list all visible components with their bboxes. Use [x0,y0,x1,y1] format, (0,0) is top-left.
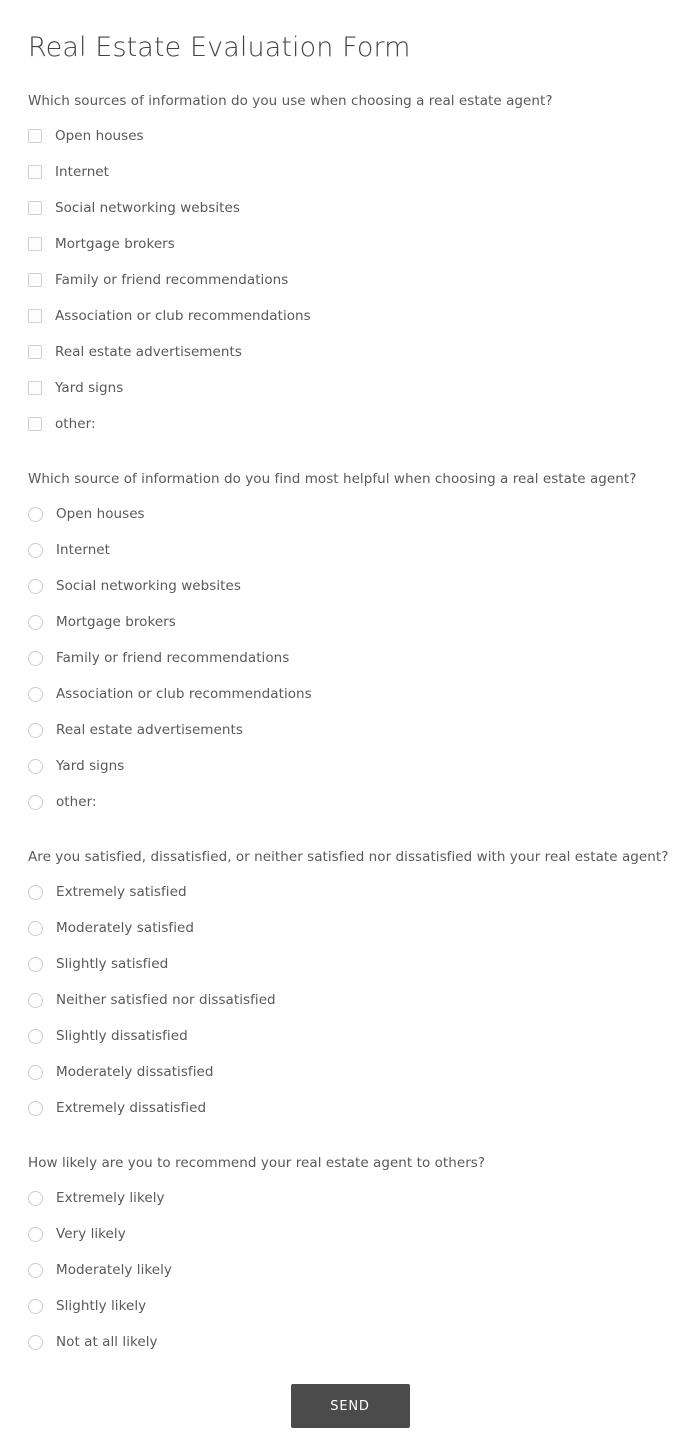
radio-icon[interactable] [28,993,43,1008]
radio-icon[interactable] [28,1263,43,1278]
checkbox-icon[interactable] [28,381,42,395]
option-row[interactable] [28,532,672,568]
question-text-sources-used: Which sources of information do you use when choosing a real estate agent? [28,93,553,109]
radio-icon[interactable] [28,885,43,900]
radio-icon[interactable] [28,1101,43,1116]
option-label: Slightly likely [56,1298,147,1314]
question-group-recommend-likelihood [28,1154,672,1360]
option-label: Not at all likely [56,1334,158,1350]
option-row[interactable] [28,118,672,154]
radio-icon[interactable] [28,615,43,630]
question-text-most-helpful-source: Which source of information do you find most helpful when choosing a real estate agent? [28,471,637,487]
option-row[interactable] [28,982,672,1018]
radio-icon[interactable] [28,651,43,666]
radio-icon[interactable] [28,921,43,936]
radio-icon[interactable] [28,1065,43,1080]
option-label: Moderately likely [56,1262,172,1278]
option-row[interactable] [28,190,672,226]
option-label: other: [56,794,97,810]
option-row[interactable] [28,1216,672,1252]
checkbox-icon[interactable] [28,309,42,323]
option-row[interactable] [28,334,672,370]
option-label: Slightly satisfied [56,956,169,972]
option-label: other: [55,416,96,432]
checkbox-icon[interactable] [28,345,42,359]
radio-icon[interactable] [28,1299,43,1314]
checkbox-icon[interactable] [28,417,42,431]
radio-icon[interactable] [28,957,43,972]
option-row[interactable] [28,370,672,406]
option-label: Family or friend recommendations [55,272,289,288]
radio-icon[interactable] [28,687,43,702]
option-row[interactable] [28,946,672,982]
question-group-most-helpful-source [28,470,672,820]
option-list-sources-used [28,118,672,442]
option-row[interactable] [28,874,672,910]
checkbox-icon[interactable] [28,201,42,215]
checkbox-icon[interactable] [28,237,42,251]
option-label: Association or club recommendations [55,308,311,324]
option-row[interactable] [28,1288,672,1324]
radio-icon[interactable] [28,1335,43,1350]
option-label: Moderately satisfied [56,920,194,936]
option-label: Social networking websites [56,578,241,594]
checkbox-icon[interactable] [28,165,42,179]
option-row[interactable] [28,1090,672,1126]
radio-icon[interactable] [28,1029,43,1044]
question-group-satisfaction [28,848,672,1126]
option-label: Internet [55,164,110,180]
option-row[interactable] [28,910,672,946]
option-row[interactable] [28,1252,672,1288]
option-label: Neither satisfied nor dissatisfied [56,992,276,1008]
option-label: Open houses [55,128,144,144]
option-label: Yard signs [55,380,124,396]
submit-row [28,1384,672,1428]
option-row[interactable] [28,262,672,298]
option-row[interactable] [28,154,672,190]
radio-icon[interactable] [28,543,43,558]
option-label: Social networking websites [55,200,240,216]
option-row[interactable] [28,784,672,820]
option-label: Real estate advertisements [56,722,243,738]
option-label: Extremely dissatisfied [56,1100,207,1116]
option-label: Real estate advertisements [55,344,242,360]
option-row[interactable] [28,406,672,442]
option-row[interactable] [28,226,672,262]
radio-icon[interactable] [28,759,43,774]
option-label: Extremely likely [56,1190,165,1206]
option-row[interactable] [28,1054,672,1090]
option-label: Internet [56,542,111,558]
option-row[interactable] [28,640,672,676]
option-row[interactable] [28,1018,672,1054]
option-label: Open houses [56,506,145,522]
option-row[interactable] [28,568,672,604]
checkbox-icon[interactable] [28,273,42,287]
radio-icon[interactable] [28,1227,43,1242]
option-label: Mortgage brokers [56,614,176,630]
option-label: Slightly dissatisfied [56,1028,188,1044]
option-row[interactable] [28,496,672,532]
option-label: Family or friend recommendations [56,650,290,666]
option-row[interactable] [28,676,672,712]
radio-icon[interactable] [28,507,43,522]
radio-icon[interactable] [28,795,43,810]
question-text-satisfaction: Are you satisfied, dissatisfied, or neither satisfied nor dissatisfied with your real estate agent? [28,849,669,865]
option-label: Very likely [56,1226,126,1242]
option-row[interactable] [28,1180,672,1216]
option-label: Yard signs [56,758,125,774]
question-group-sources-used [28,92,672,442]
option-row[interactable] [28,1324,672,1360]
option-label: Mortgage brokers [55,236,175,252]
send-button[interactable]: SEND [291,1384,410,1428]
checkbox-icon[interactable] [28,129,42,143]
option-list-most-helpful-source [28,496,672,820]
option-row[interactable] [28,604,672,640]
option-list-satisfaction [28,874,672,1126]
radio-icon[interactable] [28,723,43,738]
option-list-recommend-likelihood [28,1180,672,1360]
option-label: Moderately dissatisfied [56,1064,214,1080]
option-row[interactable] [28,712,672,748]
option-label: Association or club recommendations [56,686,312,702]
option-label: Extremely satisfied [56,884,187,900]
radio-icon[interactable] [28,579,43,594]
radio-icon[interactable] [28,1191,43,1206]
option-row[interactable] [28,748,672,784]
question-text-recommend-likelihood: How likely are you to recommend your real estate agent to others? [28,1155,486,1171]
questions-container [28,92,672,1360]
option-row[interactable] [28,298,672,334]
page-title: Real Estate Evaluation Form [28,32,411,63]
